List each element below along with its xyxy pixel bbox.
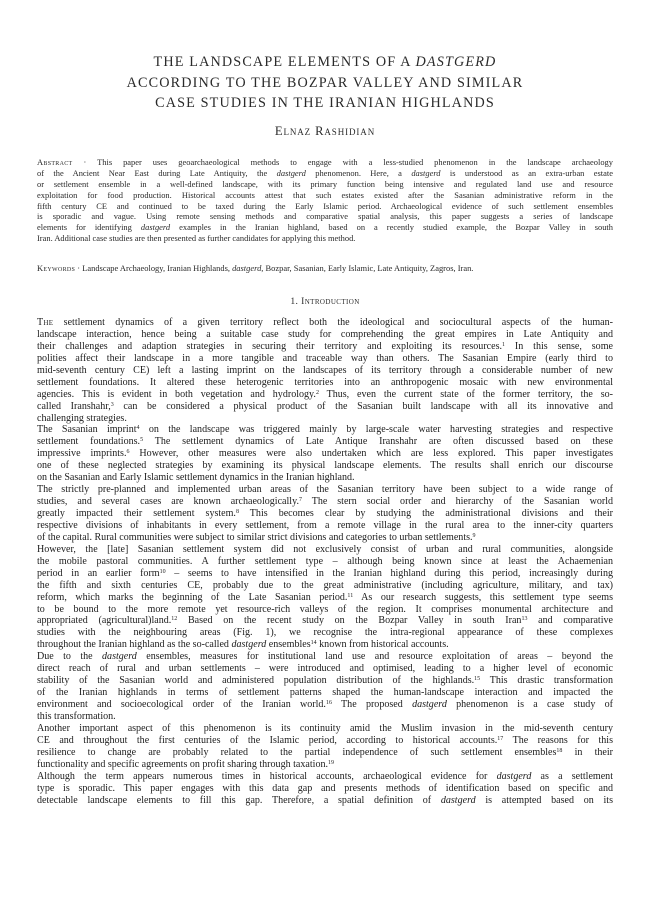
footnote-marker: 4 (136, 425, 140, 432)
body-line: The settlement dynamics of a given territory reflect both the ideological and sociocultural aspects of the human- (37, 317, 613, 328)
title-line-1 (40, 52, 610, 73)
abstract-line: exploitation for food production. Historical accounts attest that such estates existed after the Sasanian administrative reform in the (37, 189, 613, 200)
italic-term: dastgerd (276, 167, 306, 178)
keywords-label: Keywords (37, 263, 76, 273)
body-line: functionality and specific agreements on profit sharing through taxation.$^{19}$ (37, 758, 334, 770)
footnote-marker: 2 (315, 389, 319, 396)
footnote-marker: 10 (159, 568, 166, 575)
body-line: respective divisions of inhabitants in every settlement, from a remote village in the rural area to the inner-city quarters (37, 519, 613, 531)
body-line: period in an earlier form$^{10}$ – seems to have intensified in the Iranian highland during this period, increasingly during (37, 567, 613, 579)
footnote-marker: 6 (126, 449, 130, 456)
body-line: resilience to change are probably related to the partial independence of such settlement ensembles$^{18}$ in their (37, 746, 613, 758)
footnote-marker: 5 (140, 437, 144, 444)
italic-term: dastgerd (411, 167, 441, 178)
body-line: settlement foundations. It altered these heterogenic territories into an anthropogenic mosaic with new environmental (37, 376, 613, 388)
body-line: on the Sasanian and Early Islamic settlement dynamics in the Iranian highland. (37, 472, 355, 484)
footnote-marker: 12 (171, 616, 178, 623)
footnote-marker: 17 (497, 735, 504, 742)
body-line: direct reach of rural and urban settlements – were introduced and optimised, leading to a higher level of economic (37, 663, 613, 675)
footnote-marker: 13 (521, 616, 528, 623)
body-line: type is sporadic. This paper engages with this data gap and presents methods of identification based on specific and (37, 782, 613, 794)
footnote-marker: 11 (347, 592, 354, 599)
body-line: studies with the neighbouring areas (Fig. 1), we recognise the intra-regional appearance of these complexes (37, 627, 613, 639)
italic-term: dastgerd (496, 770, 532, 782)
body-line: CE and throughout the first centuries of the Islamic period, according to historical accounts.$^{17}$ The reasons for this (37, 734, 613, 746)
footnote-marker: 9 (472, 532, 476, 539)
abstract-line: or settlement ensemble in a well-defined landscape, with its primary function being intensive and regulated land use and resource (37, 178, 613, 189)
title-line-1-text: THE LANDSCAPE ELEMENTS OF A (153, 54, 416, 70)
body-line: The strictly pre-planned and implemented urban areas of the Sasanian territory have been subject to a wide range of (37, 484, 613, 496)
italic-term: dastgerd (102, 651, 137, 663)
body-line: The Sasanian imprint$^4$ on the landscape was triggered mainly by large-scale water harvesting strategies and respective (37, 424, 613, 436)
abstract-line: Iran. Additional case studies are then presented as further candidates for applying this method. (37, 233, 356, 244)
italic-term: dastgerd (231, 639, 267, 651)
body-lead: The (37, 317, 54, 328)
paper-title (40, 52, 610, 114)
body-line: this transformation. (37, 710, 116, 722)
body-line: detectable landscape elements to fill this gap. Therefore, a spatial definition of dastgerd is attempted based on its (37, 794, 613, 806)
title-line-3: CASE STUDIES IN THE IRANIAN HIGHLANDS (155, 95, 495, 111)
body-line: challenging strategies. (37, 412, 127, 424)
body-line: settlement foundations.$^5$ The settlement dynamics of Late Antique Iranshahr are often discussed based on these (37, 436, 613, 448)
body-line: appropriated (agricultural)land.$^{12}$ Based on the recent study on the Bozpar Valley in south Iran$^{13}$ and comparative (37, 615, 613, 627)
author-name: Elnaz Rashidian (274, 124, 376, 138)
body-line: greatly impacted their settlement system.$^8$ This becomes clear by studying the administrational divisions and their (37, 508, 613, 519)
abstract-line: of the Ancient Near East during Late Antiquity, the dastgerd phenomenon. Here, a dastgerd is understood as an extra-urban estate (37, 167, 613, 178)
body-line: to be bound to the more remote yet resource-rich valleys of the region. It comprises monumental architecture and (37, 603, 613, 615)
body-line: of the Iranian highlands in terms of settlement patterns shaped the human-landscape interaction and impacted the (37, 687, 613, 699)
abstract-lead: Abstract (37, 157, 73, 167)
footnote-marker: 14 (310, 640, 317, 647)
keywords-line (37, 263, 613, 273)
body-line: called Iranshahr,$^3$ can be considered a physical product of the Sasanian built landscape with all its innovative and (37, 400, 613, 412)
section-heading: 1. Introduction (290, 296, 360, 307)
keywords-text-a: · Landscape Archaeology, Iranian Highlands, (75, 263, 233, 273)
body-line: landscape interaction, hence being a suitable case study for comprehending the great empires in Late Antiquity and (37, 328, 613, 340)
body-line: one of these neglected strategies by examining its physical landscape elements. The results shall enrich our discourse (37, 460, 613, 472)
abstract-line: elements for identifying dastgerd examples in the Iranian highland, based on a recently studied example, the Bozpar Valley in south (37, 222, 613, 233)
footnote-marker: 18 (556, 747, 563, 754)
keywords-italic: dastgerd (232, 263, 262, 273)
italic-term: dastgerd (140, 222, 171, 233)
body-line: However, the [late] Sasanian settlement system did not exclusively consist of urban and rural communities, alongside (37, 543, 613, 555)
footnote-marker: 16 (325, 700, 332, 706)
body-line: their challenges and adaption strategies in securing their territory and exploiting its resources.$^1$ In this sense, some (37, 340, 613, 352)
body-line: Due to the dastgerd ensembles, measures for institutional land use and resource exploitation of areas – beyond the (37, 651, 613, 663)
abstract-line: fifth century CE and continued to be taxed during the Early Islamic period. Archaeological evidence of such settlement ensembles (37, 200, 613, 211)
body-line: Although the term appears numerous times in historical accounts, archaeological evidence for dastgerd as a settlement (37, 770, 613, 782)
italic-term: dastgerd (440, 794, 476, 806)
body-line: studies, and several cases are known archaeologically.$^7$ The stern social order and hierarchy of the Sasanian world (37, 496, 613, 508)
footnote-marker: 3 (110, 401, 114, 408)
abstract-line: Abstract · This paper uses geoarchaeological methods to engage with a less-studied phenomenon in the landscape archaeology (37, 157, 613, 167)
keywords-text-b: , Bozpar, Sasanian, Early Islamic, Late Antiquity, Zagros, Iran. (261, 263, 474, 273)
footnote-marker: 7 (298, 497, 302, 504)
body-text (37, 317, 613, 806)
body-line: environment and socioecological order of the Iranian world.$^{16}$ The proposed dastgerd phenomenon is a case study of (37, 699, 613, 710)
body-line: impressive imprints.$^6$ However, other measures were also undertaken which are less explored. This paper investigates (37, 448, 613, 460)
body-line: mid-seventh century CE) left a lasting imprint on the landscapes of its territory through a considerable number of new (37, 364, 613, 376)
title-line-2: ACCORDING TO THE BOZPAR VALLEY AND SIMILAR (126, 74, 524, 91)
abstract-block (37, 157, 613, 244)
body-line: the fifth and sixth centuries CE, probably due to the great administrative (including agriculture, military, and tax) (37, 579, 613, 591)
body-line: Another important aspect of this phenomenon is its continuity amid the Muslim invasion in the mid-seventh century (37, 722, 613, 734)
body-line: the mobile pastoral communities. A further settlement type – although being known since at least the Achaemenian (37, 555, 613, 567)
footnote-marker: 8 (235, 509, 239, 515)
abstract-line: is sporadic and vague. Using remote sensing methods and comparative spatial analysis, this paper suggests a series of landscape (37, 211, 613, 222)
footnote-marker: 1 (502, 341, 506, 348)
body-line: stability of the Sasanian world and administered population distribution of the highlands.$^{15}$ This drastic transformation (37, 675, 613, 687)
italic-term: dastgerd (412, 699, 447, 710)
body-line: of the capital. Rural communities were subject to similar strict divisions and categories to urban settlements.$^9$ (37, 531, 476, 543)
body-line: agencies. This is evident in both vegetation and hydrology.$^2$ Thus, even the current state of the former territory, the so- (37, 388, 613, 400)
body-line: polities affect their landscape in a more tangible and traceable way than others. The Sasanian Empire (early third to (37, 352, 613, 364)
body-line: throughout the Iranian highland as the so-called dastgerd ensembles$^{14}$ known from historical accounts. (37, 639, 449, 651)
body-line: reform, which marks the beginning of the Late Sasanian period.$^{11}$ As our research suggests, this settlement type seems (37, 591, 613, 603)
footnote-marker: 15 (474, 676, 481, 683)
title-italic-term: DASTGERD (415, 54, 497, 70)
footnote-marker: 19 (328, 759, 334, 766)
